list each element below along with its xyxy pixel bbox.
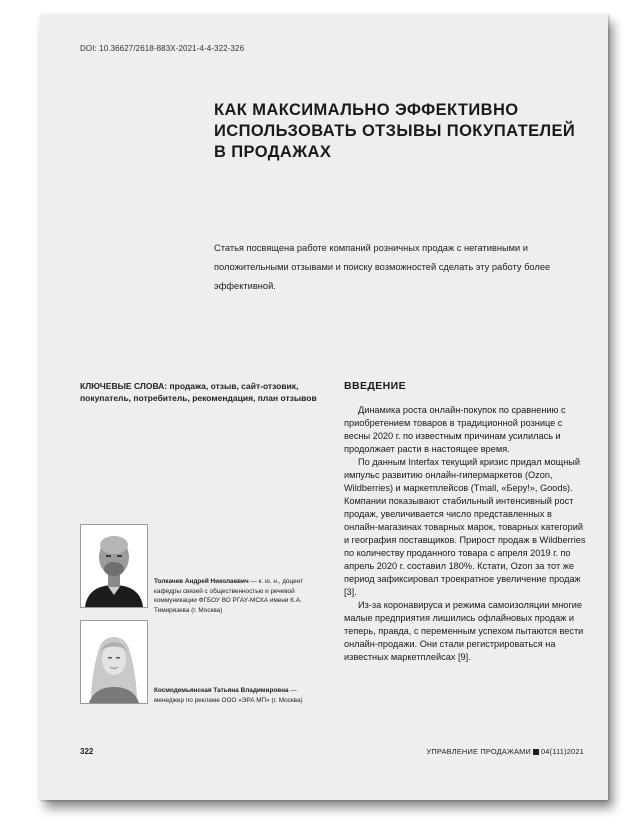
body-paragraph: Из-за коронавируса и режима самоизоляции многие малые предприятия лишились офлайновых продаж и теперь, правда, с переменным успехом пытаются вести онлайн-продажи. Они стали регистрироваться на известных маркетплейсах [9]. <box>344 600 584 662</box>
keywords: КЛЮЧЕВЫЕ СЛОВА: продажа, отзыв, сайт-отзовик, покупатель, потребитель, рекомендация, план отзывов <box>80 381 317 403</box>
running-footer <box>427 747 584 756</box>
author-name-1: Толкачев Андрей Николаевич <box>154 578 249 585</box>
man-portrait-icon <box>80 524 148 608</box>
issue-number: 04(111)2021 <box>540 747 584 756</box>
article-abstract: Статья посвящена работе компаний розничных продаж с негативными и положительными отзывами и поиску возможностей сделать эту работу более эффективной. <box>214 243 551 291</box>
body-paragraph: Динамика роста онлайн-покупок по сравнению с приобретением товаров в традиционной рознице с весны 2020 г. по известным причинам усилилась и продолжает расти в настоящее время. <box>344 405 566 454</box>
author-name-2: Космодемьянская Татьяна Владимировна <box>154 687 289 694</box>
article-title: КАК МАКСИМАЛЬНО ЭФФЕКТИВНО ИСПОЛЬЗОВАТЬ ОТЗЫВЫ ПОКУПАТЕЛЕЙ В ПРОДАЖАХ <box>214 101 576 161</box>
page-number: 322 <box>80 747 94 756</box>
body-paragraph: По данным Interfax текущий кризис придал мощный импульс развитию онлайн-гипермаркетов (Ozon, Wildberries) и маркетплейсов (Tmall, «Беру!», Goods). Компании показывают стабильный интенсивный рост продаж, увеличивается число представленных в онлайн-магазинах товарных марок, товарных категорий и география поставщиков. Прирост продаж в Wildberries по количеству проданного товара с апреля 2019 г. по апрель 2020 г. составил 180%. Кстати, Ozon за тот же период зафиксировал троекратное увеличение продаж [3]. <box>344 457 586 597</box>
doi-line: DOI: 10.36627/2618-883X-2021-4-4-322-326 <box>80 44 245 53</box>
author-affiliation-2: — менеджер по рекламе ООО «ЭРА МП» (г. Москва) <box>154 687 303 704</box>
woman-portrait-icon <box>80 620 148 704</box>
author-photo-1 <box>81 525 147 607</box>
author-photo-2 <box>81 621 147 703</box>
article-body <box>344 404 587 664</box>
author-info-1 <box>154 577 324 615</box>
journal-page <box>40 14 608 800</box>
author-affiliation-1: — к. ю. н., доцент кафедры связей с общественностью и речевой коммуникации ФГБОУ ВО РГАУ-МСХА имени К.А. Тимирязева (г. Москва) <box>154 578 304 614</box>
section-heading: ВВЕДЕНИЕ <box>344 380 406 392</box>
journal-name: УПРАВЛЕНИЕ ПРОДАЖАМИ <box>426 747 531 756</box>
author-info-2 <box>154 686 324 705</box>
square-separator-icon <box>533 749 539 755</box>
